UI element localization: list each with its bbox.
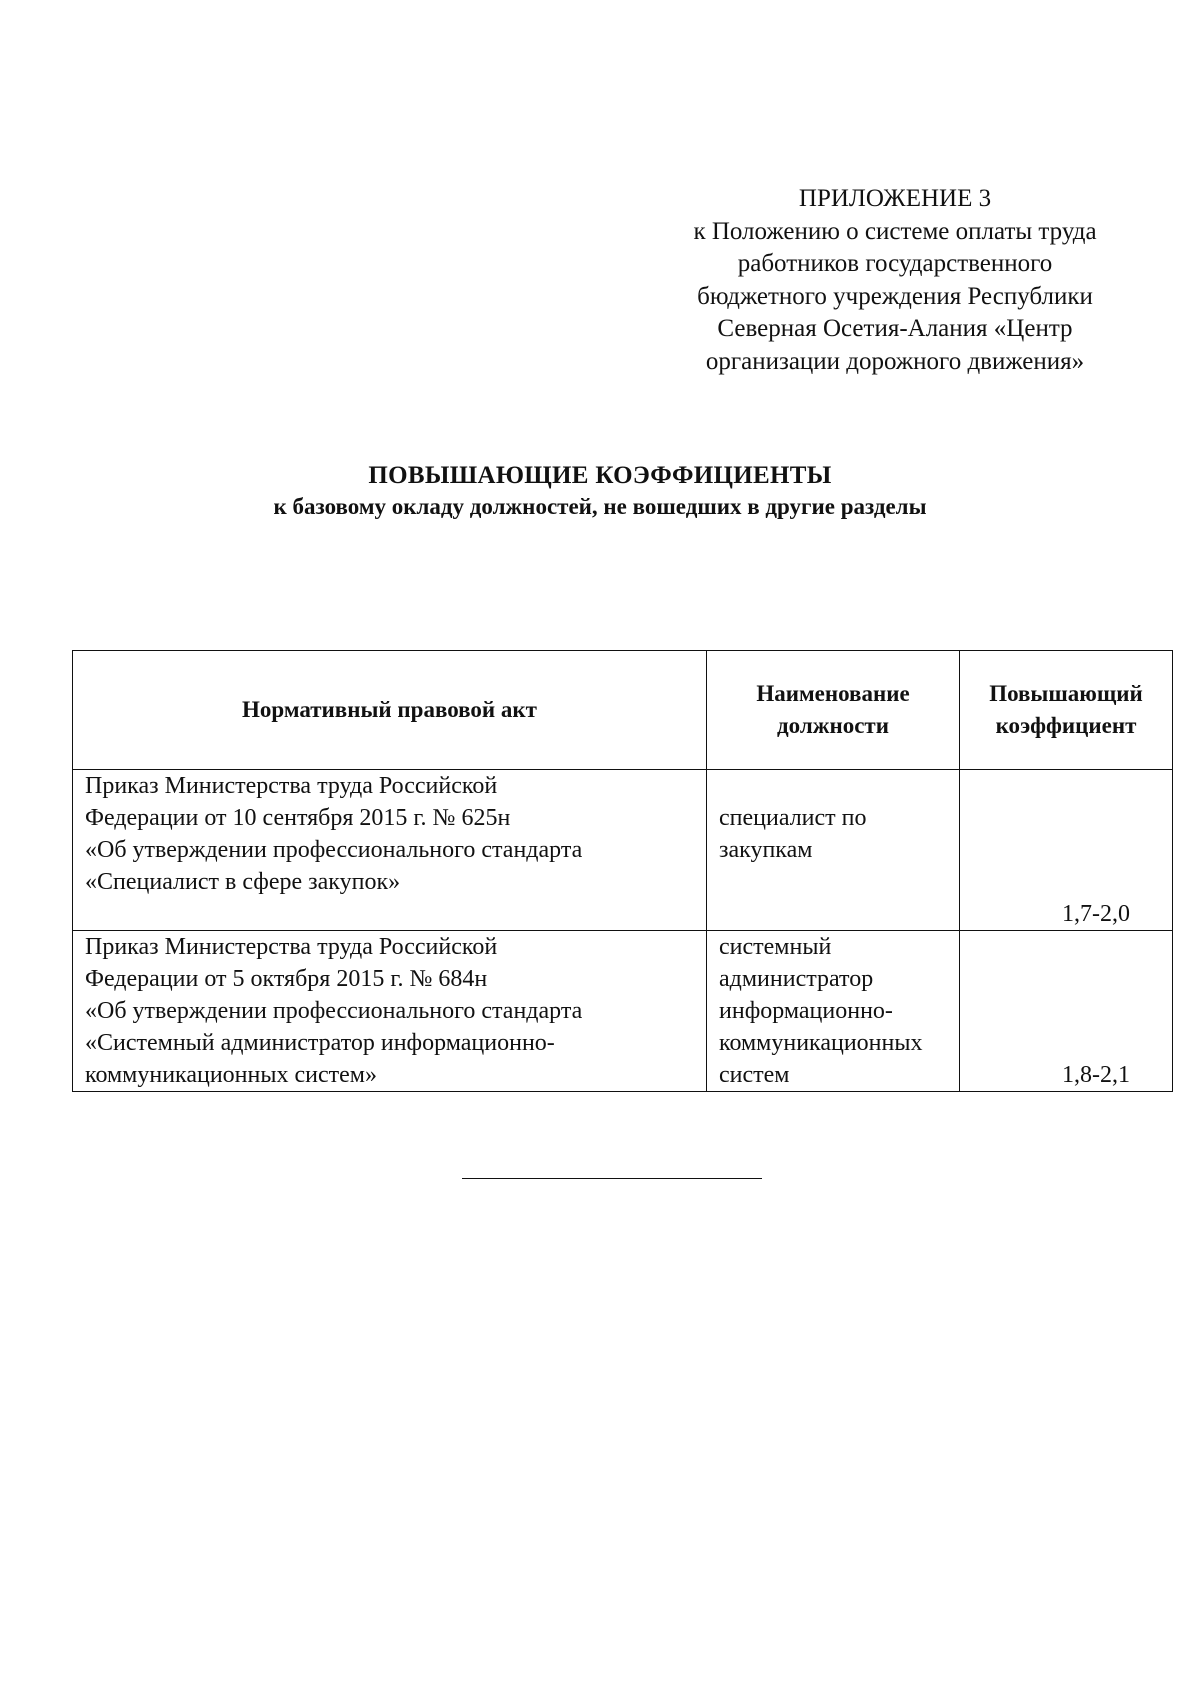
table-row (73, 931, 1173, 1092)
cell-position-line: коммуникационных (719, 1030, 923, 1056)
appendix-line: работников государственного (737, 250, 1053, 277)
header-position-line: Наименование (756, 681, 910, 706)
cell-position-line: администратор (719, 966, 874, 992)
end-divider (462, 1178, 762, 1179)
cell-position-line: системный (719, 934, 832, 960)
appendix-line: к Положению о системе оплаты труда (693, 217, 1097, 245)
document-subtitle: к базовому окладу должностей, не вошедших в другие разделы (273, 494, 927, 519)
cell-position-line: систем (719, 1062, 790, 1088)
cell-position-line: специалист по (719, 805, 867, 831)
cell-act-line: «Специалист в сфере закупок» (85, 869, 401, 895)
header-act (73, 651, 707, 770)
cell-act-line: «Системный администратор информационно- (85, 1030, 555, 1056)
appendix-line: Северная Осетия-Алания «Центр (717, 315, 1073, 342)
document-title: ПОВЫШАЮЩИЕ КОЭФФИЦИЕНТЫ (368, 462, 832, 489)
cell-act-line: Приказ Министерства труда Российской (85, 773, 498, 799)
cell-act-line: Приказ Министерства труда Российской (85, 934, 498, 960)
cell-position (707, 770, 960, 931)
header-coefficient (960, 651, 1173, 770)
header-position-line: должности (777, 713, 889, 738)
cell-act-line: Федерации от 5 октября 2015 г. № 684н (85, 966, 488, 992)
appendix-line: организации дорожного движения» (705, 347, 1085, 375)
cell-coefficient: 1,7-2,0 (960, 770, 1173, 931)
table-row (73, 770, 1173, 931)
cell-act (73, 770, 707, 931)
appendix-line: бюджетного учреждения Республики (697, 282, 1093, 310)
cell-position (707, 931, 960, 1092)
appendix-title: ПРИЛОЖЕНИЕ 3 (798, 185, 992, 212)
header-act-label: Нормативный правовой акт (242, 697, 537, 722)
header-coefficient-line: коэффициент (995, 713, 1137, 738)
header-coefficient-line: Повышающий (989, 681, 1143, 706)
cell-act-line: «Об утверждении профессионального стандарта (85, 998, 583, 1024)
header-position (707, 651, 960, 770)
cell-position-line: информационно- (719, 998, 893, 1024)
cell-act (73, 931, 707, 1092)
table-header-row (73, 651, 1173, 770)
appendix-header (660, 183, 1130, 378)
cell-act-line: коммуникационных систем» (85, 1062, 377, 1088)
cell-coefficient: 1,8-2,1 (960, 931, 1173, 1092)
coefficients-table (72, 650, 1173, 1092)
cell-act-line: Федерации от 10 сентября 2015 г. № 625н (85, 805, 511, 831)
document-heading (0, 460, 1200, 522)
cell-act-line: «Об утверждении профессионального стандарта (85, 837, 583, 863)
cell-position-line: закупкам (719, 837, 813, 863)
